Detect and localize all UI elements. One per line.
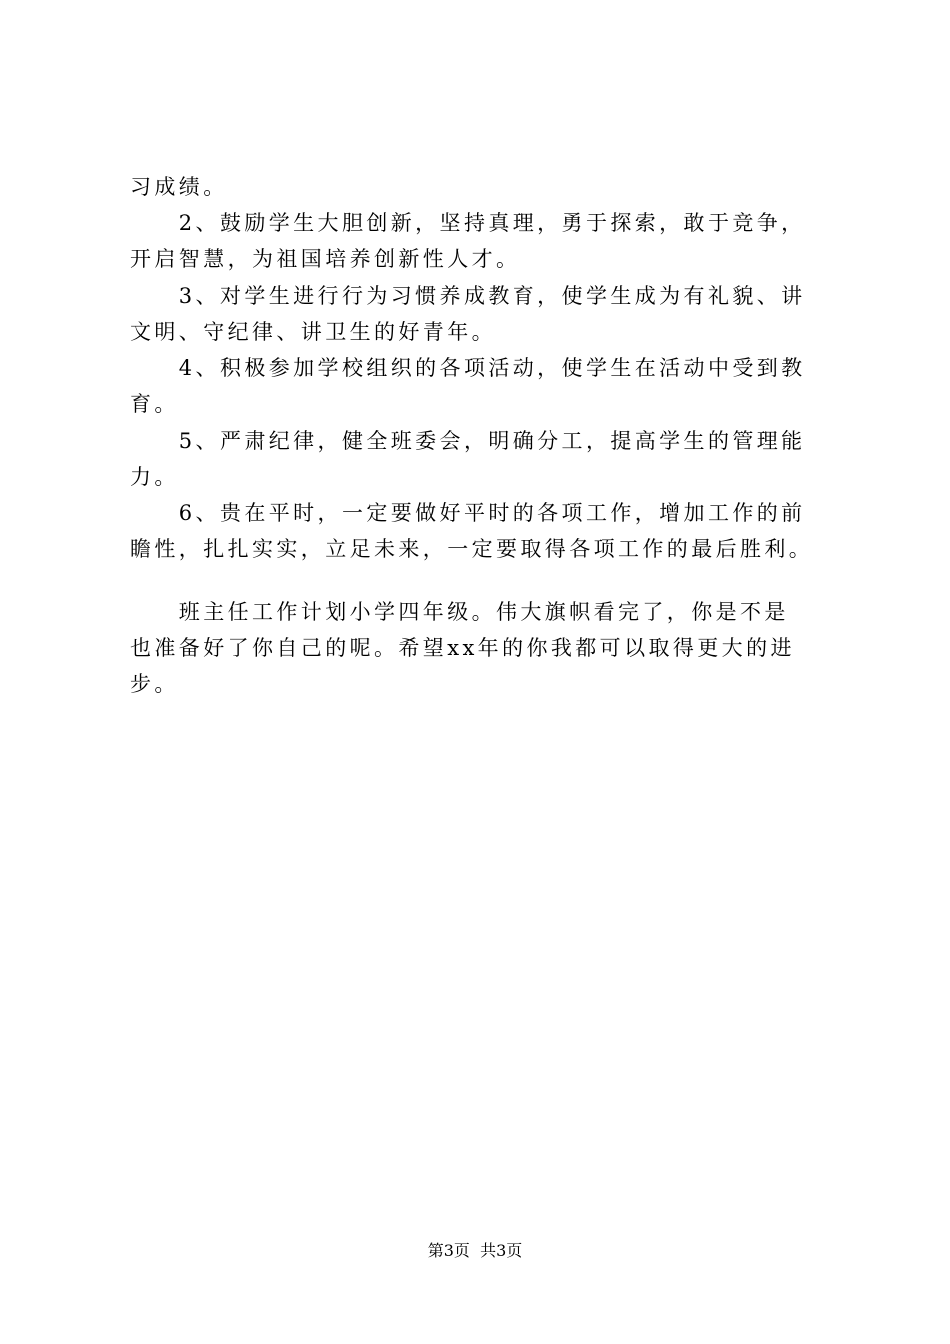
page-footer: 第3页 共3页	[427, 1241, 523, 1260]
text-line: 也准备好了你自己的呢。希望xx年的你我都可以取得更大的进	[130, 636, 795, 660]
text-line: 文明、守纪律、讲卫生的好青年。	[130, 320, 496, 344]
text-line: 5、严肃纪律，健全班委会，明确分工，提高学生的管理能	[130, 429, 806, 453]
text-line: 育。	[130, 392, 179, 416]
text-line: 4、积极参加学校组织的各项活动，使学生在活动中受到教	[130, 356, 806, 380]
text-line: 力。	[130, 465, 179, 489]
text-line: 班主任工作计划小学四年级。伟大旗帜看完了，你是不是	[130, 600, 789, 624]
text-line: 3、对学生进行行为习惯养成教育，使学生成为有礼貌、讲	[130, 284, 806, 308]
text-line: 开启智慧，为祖国培养创新性人才。	[130, 247, 521, 271]
text-line: 步。	[130, 672, 179, 696]
text-line: 2、鼓励学生大胆创新，坚持真理，勇于探索，敢于竞争，	[130, 211, 806, 235]
text-line: 瞻性，扎扎实实，立足未来，一定要取得各项工作的最后胜利。	[130, 537, 814, 561]
text-line: 习成绩。	[130, 175, 228, 199]
text-line: 6、贵在平时，一定要做好平时的各项工作，增加工作的前	[130, 501, 806, 525]
